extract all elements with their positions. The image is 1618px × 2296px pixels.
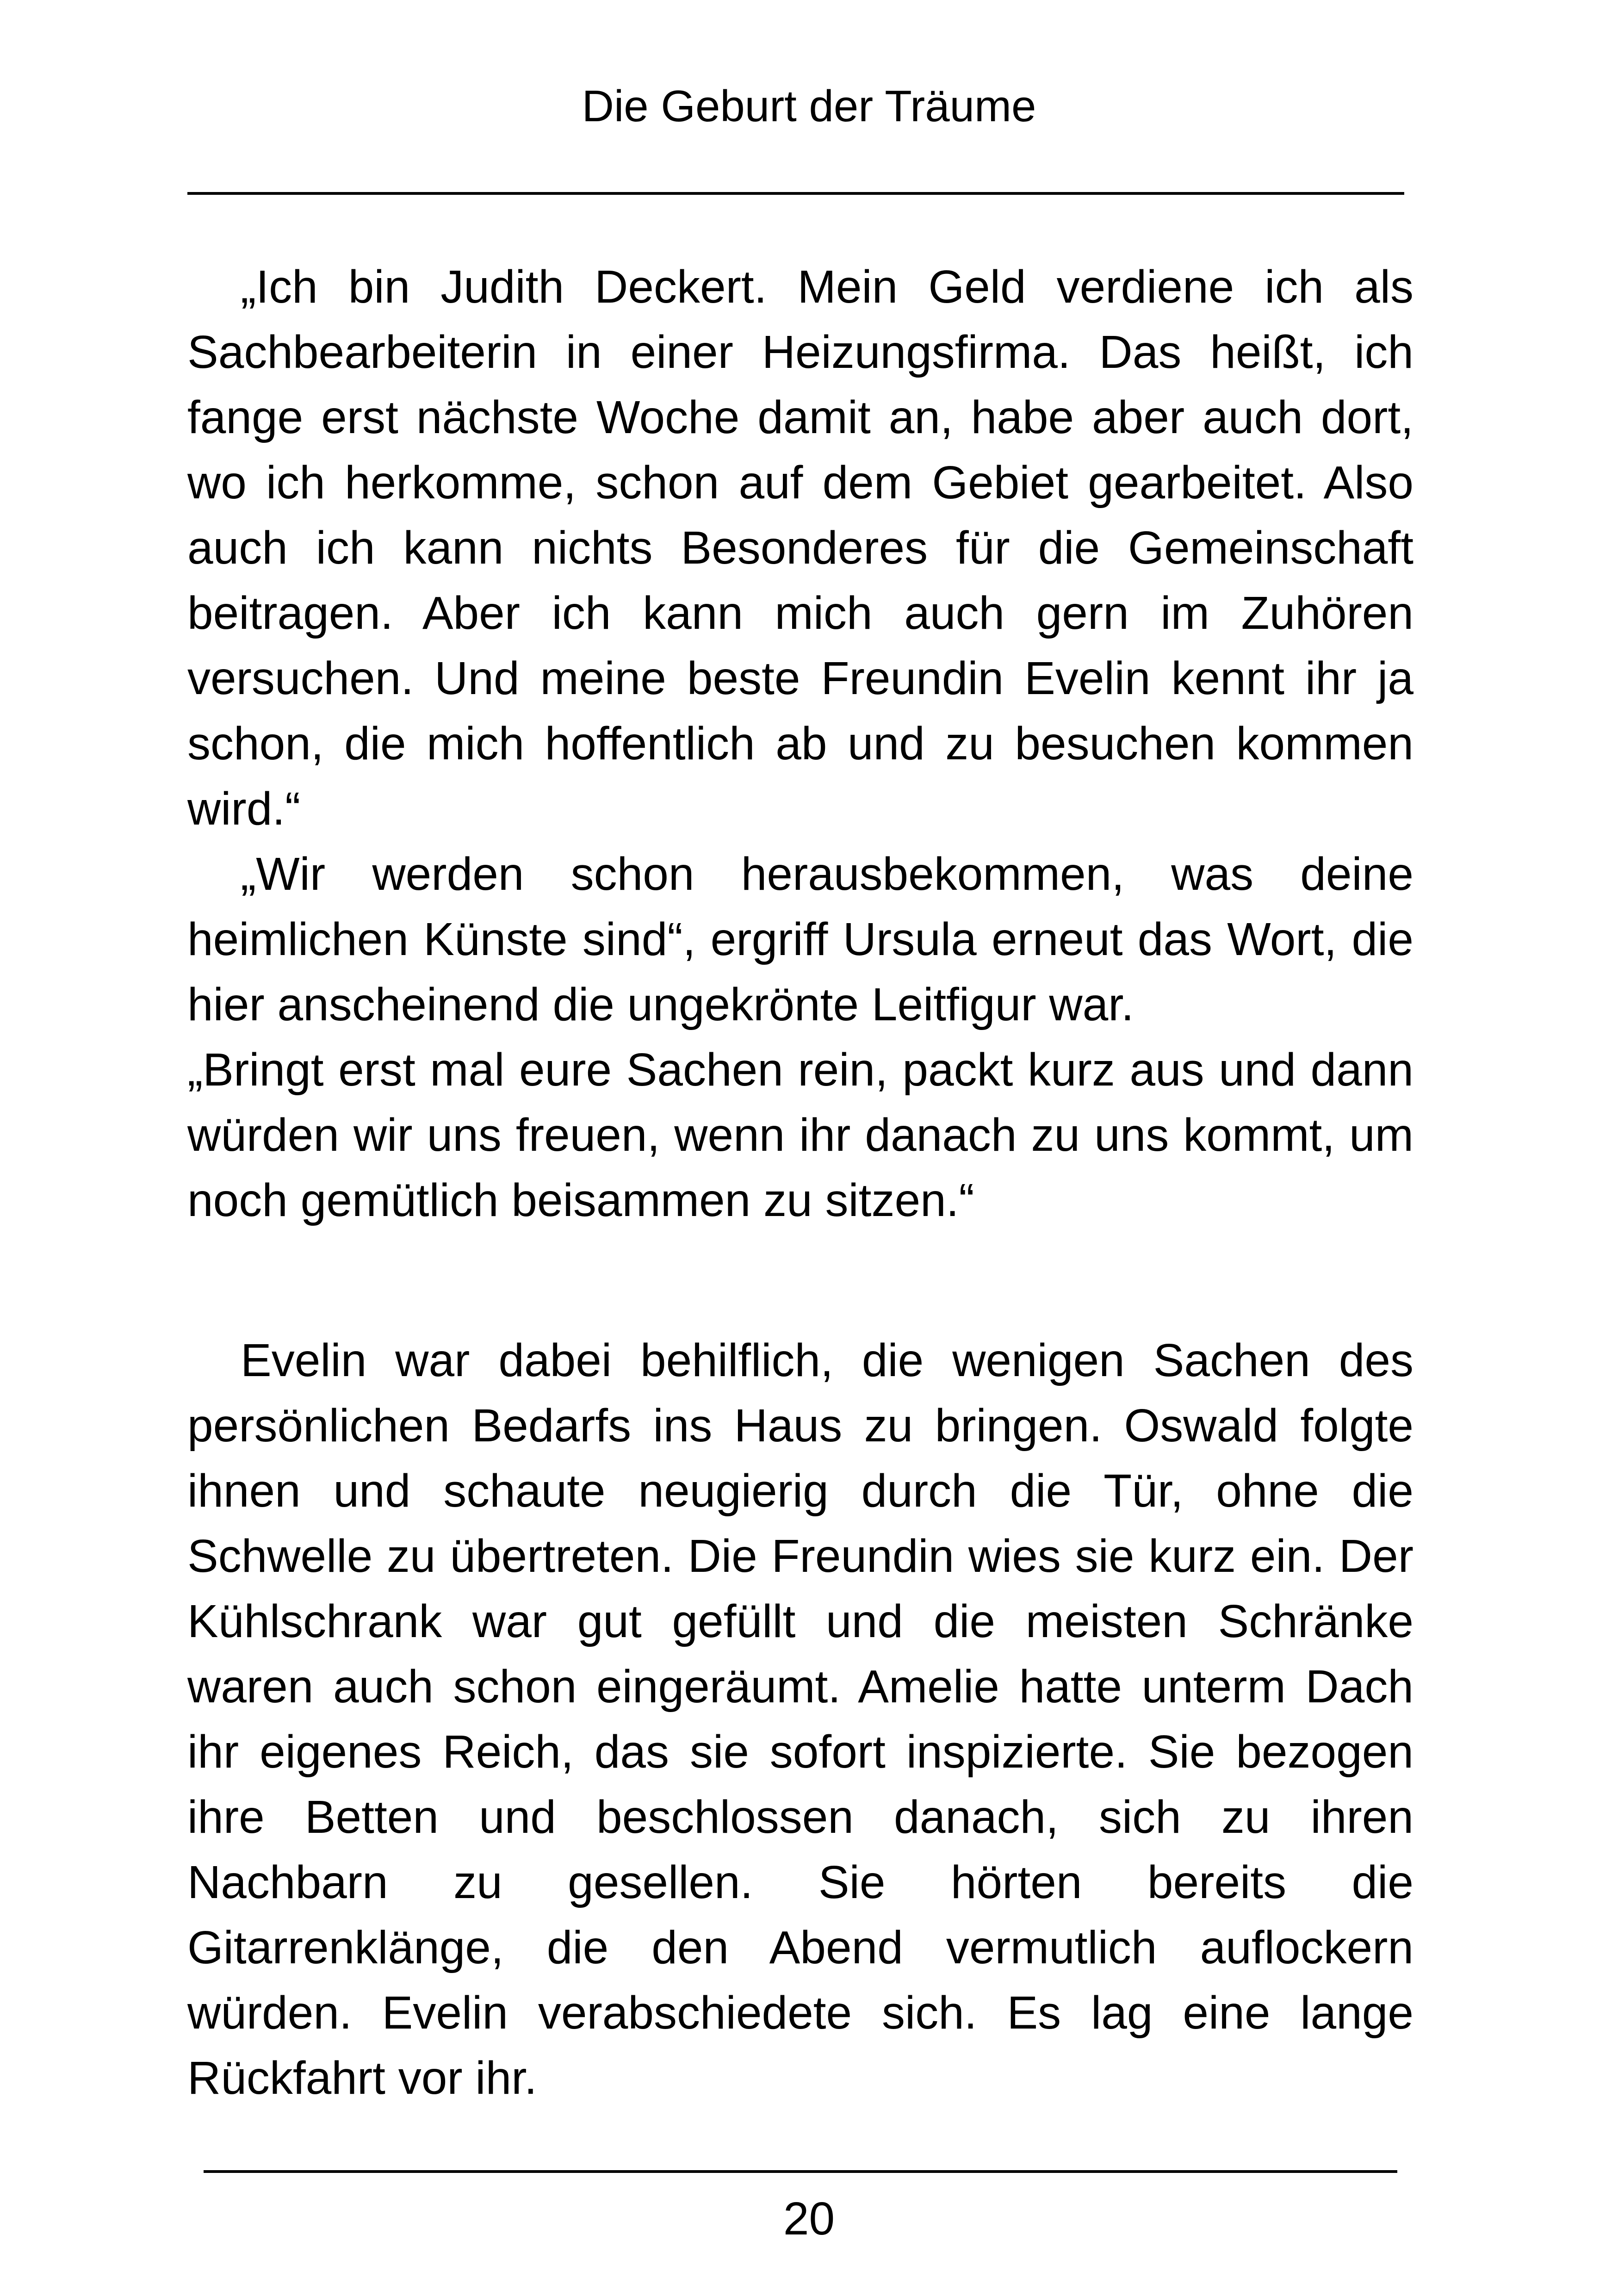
header-rule xyxy=(187,192,1404,195)
paragraph: „Bringt erst mal eure Sachen rein, packt kurz aus und dann würden wir uns freuen, wenn ihr danach zu uns kommt, um noch gemütlich beisammen zu sitzen.“ xyxy=(187,1044,1413,1226)
body-text xyxy=(187,254,1413,2111)
paragraph: Evelin war dabei behilflich, die wenigen Sachen des persönlichen Bedarfs ins Haus zu bringen. Oswald folgte ihnen und schaute neugierig durch die Tür, ohne die Schwelle zu übertreten. Die Freundin wies sie kurz ein. Der Kühlschrank war gut gefüllt und die meisten Schränke waren auch schon eingeräumt. Amelie hatte unterm Dach ihr eigenes Reich, das sie sofort inspizierte. Sie bezogen ihre Betten und beschlossen danach, sich zu ihren Nachbarn zu gesellen. Sie hörten bereits die Gitarrenklänge, die den Abend vermutlich auflockern würden. Evelin verabschiedete sich. Es lag eine lange Rückfahrt vor ihr. xyxy=(187,1334,1413,2104)
paragraph: „Wir werden schon herausbekommen, was deine heimlichen Künste sind“, ergriff Ursula erneut das Wort, die hier anscheinend die ungekrönte Leitfigur war. xyxy=(187,848,1413,1030)
footer-rule xyxy=(204,2170,1397,2173)
paragraph: „Ich bin Judith Deckert. Mein Geld verdiene ich als Sachbearbeiterin in einer Heizungsfirma. Das heißt, ich fange erst nächste Woche damit an, habe aber auch dort, wo ich herkomme, schon auf dem Gebiet gearbeitet. Also auch ich kann nichts Besonderes für die Gemeinschaft beitragen. Aber ich kann mich auch gern im Zuhören versuchen. Und meine beste Freundin Evelin kennt ihr ja schon, die mich hoffentlich ab und zu besuchen kommen wird.“ xyxy=(187,261,1413,835)
page-number: 20 xyxy=(783,2193,835,2245)
running-header-title: Die Geburt der Träume xyxy=(582,81,1036,131)
section-break xyxy=(187,1233,1413,1328)
